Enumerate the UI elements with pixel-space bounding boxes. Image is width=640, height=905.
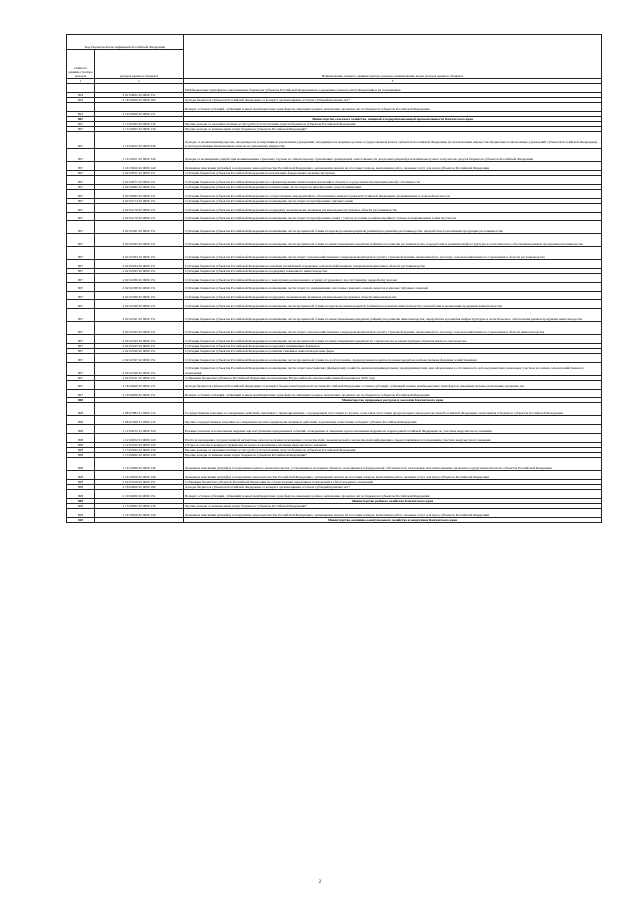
- table-row: [67, 273, 602, 282]
- name-cell: Прочие государственные пошлины за совершение прочих юридически значимых действий, подлежащие зачислению в бюджет субъекта Российской Федерации: [184, 416, 602, 425]
- name-cell: Доходы от возмещения ущерба при возникновении страховых случаев по обязательному страхованию гражданской ответственности, когда выгодоприобретателями выступают получатели средств бюджетов субъектов Российской Федерации: [184, 149, 602, 162]
- income-code-cell: 1 12 02052 01 0000 120: [95, 433, 184, 442]
- table-row: [67, 389, 602, 398]
- name-cell: Субсидии бюджетам субъектов Российской Федерации на оказание несвязанной поддержки сельскохозяйственным товаропроизводителям в области растениеводства: [184, 260, 602, 269]
- income-code-cell: 2 19 02000 02 0000 151: [95, 489, 184, 498]
- admin-code-cell: 807: [67, 221, 95, 234]
- income-code-cell: 2 02 02051 02 0000 151: [95, 170, 184, 175]
- income-code-cell: 2 02 02186 02 0000 151: [95, 273, 184, 282]
- admin-code-cell: 808: [67, 416, 95, 425]
- name-cell: Субсидии бюджетам субъектов Российской Федерации на поддержку экономически значимых региональных программ в области растениеводства: [184, 203, 602, 212]
- admin-code-cell: 807: [67, 389, 95, 398]
- admin-code-cell: 807: [67, 353, 95, 362]
- name-cell: Субсидии бюджетам субъектов Российской Федерации на компенсацию части затрат на приобретение средств химизации: [184, 184, 602, 189]
- name-cell: Субсидии бюджетам субъектов Российской Федерации на возмещение части затрат на приобретение семян с учетом доставки в районы Крайнего Севера и приравненные к ним местности: [184, 212, 602, 221]
- admin-code-cell: 807: [67, 343, 95, 348]
- section-row: [67, 517, 602, 522]
- name-cell: Доходы бюджетов субъектов Российской Федерации от возврата организациями остатков субсидий прошлых лет*: [184, 97, 602, 102]
- admin-code-cell: 807: [67, 380, 95, 389]
- admin-code-cell: 809: [67, 498, 95, 503]
- income-code-cell: 2 02 02184 02 0000 151: [95, 260, 184, 269]
- table-row: [67, 234, 602, 247]
- income-code-cell: 2 02 02191 02 0000 151: [95, 309, 184, 322]
- header-name: Наименование главного администратора доходов, наименование кодов доходов краевого бюджета: [184, 35, 602, 79]
- name-cell: Разовые платежи за пользование недрами при наступлении определенных событий, оговоренных в лицензии, при пользовании недрами на территории Российской Федерации по участкам недр местного значения: [184, 425, 602, 434]
- admin-code-cell: 808: [67, 442, 95, 447]
- admin-code-cell: 807: [67, 334, 95, 343]
- admin-code-cell: 807: [67, 273, 95, 282]
- income-code-cell: 1 13 01992 02 0000 130: [95, 447, 184, 452]
- column-number: 3: [184, 79, 602, 84]
- admin-code-cell: 807: [67, 127, 95, 132]
- name-cell: Возврат остатков субсидий, субвенций и иных межбюджетных трансфертов, имеющих целевое назначение, прошлых лет из бюджетов субъектов Российской Федерации: [184, 389, 602, 398]
- name-cell: Денежные взыскания (штрафы) за нарушение водного законодательства, установленное на водных объектах, находящихся в федеральной собственности, налагаемые исполнительными органами государственной власти субъектов Российской Федерации: [184, 457, 602, 470]
- admin-code-cell: 804: [67, 111, 95, 116]
- table-row: [67, 149, 602, 162]
- header-income: доходов краевого бюджета: [95, 50, 184, 79]
- table-row: [67, 176, 602, 185]
- table-row: [67, 362, 602, 375]
- table-row: [67, 103, 602, 112]
- income-code-cell: 1 16 33020 02 0000 140: [95, 508, 184, 517]
- name-cell: Плата за проведение государственной экспертизы запасов полезных ископаемых, геологической, экономической и экологической информации о предоставляемых в пользование участках недр местного значения: [184, 433, 602, 442]
- table-row: [67, 403, 602, 416]
- admin-code-cell: 807: [67, 189, 95, 198]
- income-code-cell: [95, 103, 184, 112]
- name-cell: Субсидии бюджетам субъектов Российской Федерации на возмещение части процентной ставки по краткосрочным кредитам (займам) на развитие животноводства, переработки и реализации продукции животноводства: [184, 300, 602, 309]
- table-row: [67, 322, 602, 335]
- name-cell: Субсидии бюджетам субъектов Российской Федерации на поддержку племенного животноводства: [184, 268, 602, 273]
- table-row: [67, 84, 602, 93]
- name-cell: Министерство жилищно-коммунального хозяйства и энергетики Камчатского края: [184, 517, 602, 522]
- admin-code-cell: 807: [67, 268, 95, 273]
- table-row: [67, 334, 602, 343]
- income-code-cell: 1 13 02992 02 0000 130: [95, 127, 184, 132]
- header-admin: главного админи-стратора доходов: [67, 50, 95, 79]
- name-cell: Доходы бюджетов субъектов Российской Федерации от возврата бюджетами бюджетной системы Российской Федерации остатков субсидий, субвенций и иных межбюджетных трансфертов, имеющих целевое назначение, прошлых лет: [184, 380, 602, 389]
- admin-code-cell: 808: [67, 403, 95, 416]
- income-code-cell: 2 02 02193 02 0000 151: [95, 334, 184, 343]
- name-cell: Доходы бюджетов субъектов Российской Федерации от возврата организациями остатков субсидий прошлых лет*: [184, 484, 602, 489]
- name-cell: Субсидии бюджетам субъектов Российской Федерации на поддержку начинающих фермеров: [184, 343, 602, 348]
- admin-code-cell: 809: [67, 503, 95, 508]
- admin-code-cell: 807: [67, 162, 95, 171]
- admin-code-cell: 807: [67, 375, 95, 380]
- income-code-cell: 2 02 02082 02 0000 151: [95, 184, 184, 189]
- table-row: [67, 353, 602, 362]
- name-cell: Прочие доходы от компенсации затрат бюджетов субъектов Российской Федерации*: [184, 127, 602, 132]
- name-cell: Субсидии бюджетам субъектов Российской Федерации на 1 килограмм реализованного и (или) отгруженного на собственную переработку молока: [184, 273, 602, 282]
- income-code-cell: 2 18 02000 02 0000 180: [95, 97, 184, 102]
- table-row: [67, 132, 602, 149]
- admin-code-cell: 808: [67, 457, 95, 470]
- income-code-cell: 2 02 02199 02 0000 151: [95, 362, 184, 375]
- name-cell: Министерство природных ресурсов и экологии Камчатского края: [184, 398, 602, 403]
- income-code-cell: 2 02 02179 02 0000 151: [95, 212, 184, 221]
- name-cell: Возврат остатков субсидий, субвенций и иных межбюджетных трансфертов, имеющих целевое назначение, прошлых лет из бюджетов субъектов Российской Федерации: [184, 489, 602, 498]
- income-code-cell: 2 02 02188 02 0000 151: [95, 282, 184, 291]
- admin-code-cell: [67, 84, 95, 93]
- admin-code-cell: 808: [67, 479, 95, 484]
- income-code-cell: 2 02 02183 02 0000 151: [95, 247, 184, 260]
- admin-code-cell: 807: [67, 149, 95, 162]
- income-code-cell: 1 16 23021 02 0000 140: [95, 149, 184, 162]
- table-body: [67, 84, 602, 523]
- income-code-cell: 2 02 02189 02 0000 151: [95, 291, 184, 300]
- income-code-cell: 2 02 02181 02 0000 151: [95, 221, 184, 234]
- income-code-cell: 1 08 07082 01 0000 110: [95, 403, 184, 416]
- name-cell: Субсидии бюджетам субъектов Российской Федерации на софинансирование капитальных вложений в объекты государственной (муниципальной) собственности: [184, 176, 602, 185]
- name-cell: Возврат остатков субсидий, субвенций и иных межбюджетных трансфертов, имеющих целевое назначение, прошлых лет из бюджетов субъектов Российской Федерации: [184, 103, 602, 112]
- table-row: [67, 380, 602, 389]
- table-row: [67, 282, 602, 291]
- table-row: [67, 470, 602, 479]
- income-code-cell: 2 02 03121 02 0000 151: [95, 375, 184, 380]
- admin-code-cell: 809: [67, 508, 95, 517]
- income-code-cell: 2 18 02000 02 0000 151: [95, 380, 184, 389]
- admin-code-cell: 804: [67, 92, 95, 97]
- income-code-cell: 2 02 02178 02 0000 151: [95, 203, 184, 212]
- admin-code-cell: 808: [67, 425, 95, 434]
- name-cell: Сборы за участие в конкурсе (аукционе) на право пользования участками недр местного значения: [184, 442, 602, 447]
- income-code-cell: 1 13 01992 02 0000 130: [95, 122, 184, 127]
- income-code-cell: 2 02 02077 02 0000 151: [95, 176, 184, 185]
- name-cell: Прочие доходы от оказания платных услуг (работ) получателями средств бюджетов субъектов Российской Федерации: [184, 122, 602, 127]
- revenue-codes-table: [66, 34, 602, 523]
- name-cell: Субсидии бюджетам субъектов Российской Федерации на возмещение части затрат на приобретение элитных семян: [184, 198, 602, 203]
- name-cell: Министерство рыбного хозяйства Камчатского края: [184, 498, 602, 503]
- table-row: [67, 189, 602, 198]
- page-number: 2: [318, 880, 322, 885]
- admin-code-cell: 807: [67, 132, 95, 149]
- name-cell: Субсидии бюджетам субъектов Российской Федерации на осуществление мероприятий по обеспечению жильем граждан Российской Федерации, проживающих в сельской местности: [184, 189, 602, 198]
- admin-code-cell: 810: [67, 517, 95, 522]
- table-row: [67, 425, 602, 434]
- table-row: [67, 416, 602, 425]
- name-cell: Прочие доходы от компенсации затрат бюджетов субъектов Российской Федерации*: [184, 452, 602, 457]
- name-cell: Субвенции бюджетам субъектов Российской Федерации на проведение Всероссийской сельскохозяйственной переписи в 2016 году: [184, 375, 602, 380]
- admin-code-cell: [67, 103, 95, 112]
- name-cell: Денежные взыскания (штрафы) за нарушение законодательства Российской Федерации о размещении заказов на поставки товаров, выполнение работ, оказание услуг для нужд субъектов Российской Федерации: [184, 162, 602, 171]
- income-code-cell: 2 19 02000 02 0000 151: [95, 389, 184, 398]
- name-cell: Субсидии бюджетам субъектов Российской Федерации на поддержку экономически значимых региональных программ в области животноводства: [184, 291, 602, 300]
- name-cell: Субсидии бюджетам субъектов Российской Федерации на реализацию федеральных целевых программ: [184, 170, 602, 175]
- income-code-cell: 2 02 02085 02 0000 151: [95, 189, 184, 198]
- income-code-cell: 1 14 02022 02 0000 440: [95, 132, 184, 149]
- income-code-cell: 2 02 02182 02 0000 151: [95, 234, 184, 247]
- name-cell: Субсидии бюджетам субъектов Российской Федерации на возмещение части затрат крестьянских (фермерских) хозяйств, включая индивидуальных предпринимателей, при оформлении в собственность используемых ими земельных участков из земель сельскохозяйственного назначения: [184, 362, 602, 375]
- income-code-cell: 2 02 04002 02 0000 151: [95, 92, 184, 97]
- income-code-cell: 1 12 02012 01 0000 120: [95, 425, 184, 434]
- admin-code-cell: 808: [67, 447, 95, 452]
- table-row: [67, 221, 602, 234]
- table-row: [67, 309, 602, 322]
- admin-code-cell: 807: [67, 122, 95, 127]
- admin-code-cell: 804: [67, 97, 95, 102]
- admin-code-cell: 808: [67, 398, 95, 403]
- admin-code-cell: 807: [67, 184, 95, 189]
- name-cell: Субсидии бюджетам субъектов Российской Федерации на возмещение части процентной ставки по инвестиционным кредитам (займам) на развитие животноводства, переработки и развития инфраструктуры и логистического обеспечения рынков продукции животноводства: [184, 309, 602, 322]
- income-code-cell: 1 13 02992 02 0000 130: [95, 503, 184, 508]
- table-row: [67, 433, 602, 442]
- header-classification: Код бюджетной классификации Российской Федерации: [67, 35, 184, 50]
- name-cell: Субвенции бюджетам субъектов Российской Федерации на осуществление переданных полномочий в области водных отношений: [184, 479, 602, 484]
- table-row: [67, 212, 602, 221]
- name-cell: Субсидии бюджетам субъектов Российской Федерации на возмещение части процентной ставки по краткосрочным кредитам (займам) на развитие растениеводства, переработки и реализации продукции растениеводства: [184, 221, 602, 234]
- admin-code-cell: 807: [67, 247, 95, 260]
- table-row: [67, 457, 602, 470]
- admin-code-cell: 807: [67, 176, 95, 185]
- name-cell: Государственная пошлина за совершение действий, связанных с лицензированием, с проведением аттестации в случаях, если такая аттестация предусмотрена законодательством Российской Федерации, зачисляемая в бюджеты субъектов Российской Федерации: [184, 403, 602, 416]
- income-code-cell: 1 13 02992 02 0000 130: [95, 452, 184, 457]
- column-number: 1: [67, 79, 95, 84]
- admin-code-cell: 808: [67, 489, 95, 498]
- name-cell: Межбюджетные трансферты, передаваемые бюджетам субъектов Российской Федерации на содержание членов Совета Федерации и их помощников: [184, 84, 602, 93]
- income-code-cell: 2 02 03129 02 0000 151: [95, 479, 184, 484]
- admin-code-cell: 807: [67, 170, 95, 175]
- income-code-cell: 1 16 25086 02 0000 140: [95, 457, 184, 470]
- admin-code-cell: 807: [67, 234, 95, 247]
- admin-code-cell: 807: [67, 362, 95, 375]
- admin-code-cell: 807: [67, 309, 95, 322]
- income-code-cell: 1 12 02102 02 0000 120: [95, 442, 184, 447]
- name-cell: Денежные взыскания (штрафы) за нарушение законодательства Российской Федерации о размещении заказов на поставки товаров, выполнение работ, оказание услуг для нужд субъектов Российской Федерации: [184, 470, 602, 479]
- income-code-cell: [95, 517, 184, 522]
- name-cell: Прочие доходы от оказания платных услуг (работ) получателями средств бюджетов субъектов Российской Федерации: [184, 447, 602, 452]
- income-code-cell: 1 16 33020 02 0000 140: [95, 162, 184, 171]
- income-code-cell: 2 02 02195 02 0000 151: [95, 343, 184, 348]
- income-code-cell: 2 02 02197 02 0000 151: [95, 353, 184, 362]
- admin-code-cell: 808: [67, 452, 95, 457]
- income-code-cell: 2 02 02196 02 0000 151: [95, 348, 184, 353]
- table-row: [67, 162, 602, 171]
- table-row: [67, 300, 602, 309]
- income-code-cell: 2 02 02192 02 0000 151: [95, 322, 184, 335]
- name-cell: Субсидии бюджетам субъектов Российской Федерации на возмещение части процентной ставки по инвестиционным кредитам на строительство и реконструкцию объектов мясного скотоводства: [184, 334, 602, 343]
- name-cell: Министерство сельского хозяйства, пищевой и перерабатывающей промышленности Камчатского края: [184, 116, 602, 121]
- income-code-cell: 2 18 02000 02 0000 180: [95, 484, 184, 489]
- admin-code-cell: 807: [67, 116, 95, 121]
- income-code-cell: 1 16 33020 02 0000 140: [95, 470, 184, 479]
- table-row: [67, 247, 602, 260]
- name-cell: Прочие доходы от компенсации затрат бюджетов субъектов Российской Федерации*: [184, 503, 602, 508]
- income-code-cell: 2 02 02185 02 0000 151: [95, 268, 184, 273]
- income-code-cell: 2 02 02190 02 0000 151: [95, 300, 184, 309]
- name-cell: Субсидии бюджетам субъектов Российской Федерации на возмещение части процентной ставки по долгосрочным, среднесрочным и краткосрочным кредитам, взятым малыми формами хозяйствования: [184, 353, 602, 362]
- column-number: 2: [95, 79, 184, 84]
- name-cell: Субсидии бюджетам субъектов Российской Федерации на возмещение части затрат сельскохозяйственных товаропроизводителей на уплату страховой премии, начисленной по договору сельскохозяйственного страхования в области животноводства: [184, 322, 602, 335]
- admin-code-cell: 807: [67, 203, 95, 212]
- name-cell: Доходы от реализации имущества, находящегося в оперативном управлении учреждений, находящихся в ведении органов государственной власти субъектов Российской Федерации (за исключением имущества бюджетных и автономных учреждений субъектов Российской Федерации), в части реализации материальных запасов по указанному имуществу: [184, 132, 602, 149]
- name-cell: Субсидии бюджетам субъектов Российской Федерации на возмещение части процентной ставки по инвестиционным кредитам (займам) на развитие растениеводства, переработки и развития инфраструктуры и логистического обеспечения рынков продукции растениеводства: [184, 234, 602, 247]
- admin-code-cell: 807: [67, 260, 95, 269]
- admin-code-cell: 808: [67, 470, 95, 479]
- income-code-cell: 2 19 02000 02 0000 151: [95, 111, 184, 116]
- admin-code-cell: 807: [67, 322, 95, 335]
- name-cell: Субсидии бюджетам субъектов Российской Федерации на возмещение части затрат по наращиванию поголовья северных оленей, маралов и мясных табунных лошадей: [184, 282, 602, 291]
- admin-code-cell: 807: [67, 348, 95, 353]
- admin-code-cell: 807: [67, 291, 95, 300]
- admin-code-cell: 807: [67, 300, 95, 309]
- admin-code-cell: 807: [67, 198, 95, 203]
- admin-code-cell: 808: [67, 484, 95, 489]
- table-row: [67, 260, 602, 269]
- table-row: [67, 508, 602, 517]
- admin-code-cell: 807: [67, 282, 95, 291]
- table-row: [67, 489, 602, 498]
- table-row: [67, 203, 602, 212]
- income-code-cell: 2 02 02174 02 0000 151: [95, 198, 184, 203]
- income-code-cell: [95, 84, 184, 93]
- income-code-cell: 1 08 07300 01 0000 110: [95, 416, 184, 425]
- admin-code-cell: 807: [67, 212, 95, 221]
- table-row: [67, 291, 602, 300]
- name-cell: Субсидии бюджетам субъектов Российской Федерации на возмещение части затрат сельскохозяйственных товаропроизводителей на уплату страховой премии, начисленной по договору сельскохозяйственного страхования в области растениеводства: [184, 247, 602, 260]
- name-cell: Денежные взыскания (штрафы) за нарушение законодательства Российской Федерации о размещении заказов на поставки товаров, выполнение работ, оказание услуг для нужд субъектов Российской Федерации: [184, 508, 602, 517]
- admin-code-cell: 808: [67, 433, 95, 442]
- name-cell: Субсидии бюджетам субъектов Российской Федерации на развитие семейных животноводческих ферм: [184, 348, 602, 353]
